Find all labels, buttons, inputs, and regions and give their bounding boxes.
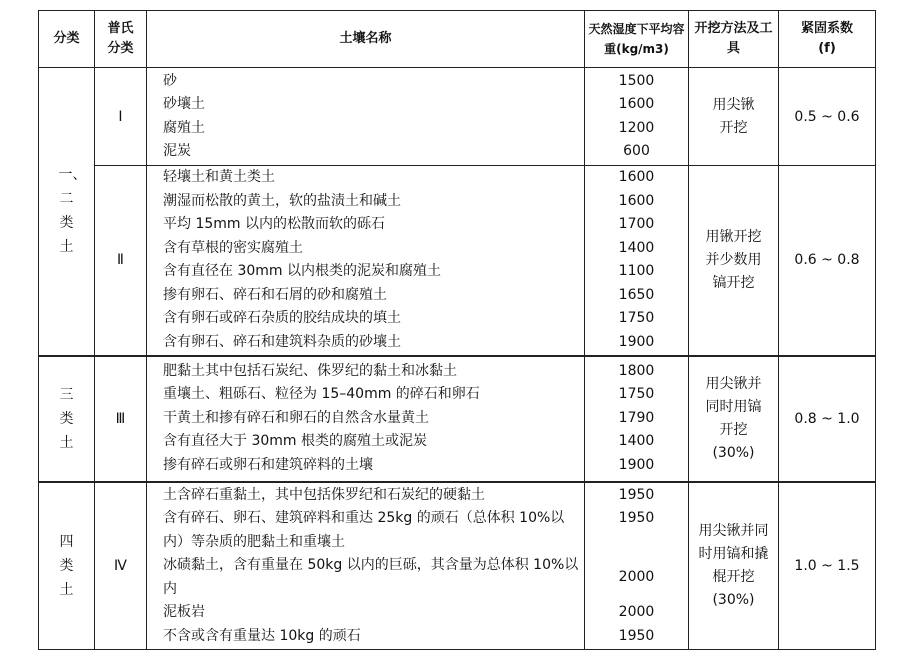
- grade-cell: Ⅳ: [95, 482, 147, 650]
- density-value: 1790: [618, 409, 655, 426]
- soil-name: 砂壤土: [163, 96, 205, 112]
- soil-name: 含有草根的密实腐殖土: [163, 239, 303, 256]
- soil-name: 腐殖土: [163, 119, 205, 136]
- soil-name: 含有直径在 30mm 以内根类的泥炭和腐殖土: [163, 263, 441, 280]
- grade-cell: Ⅲ: [95, 356, 147, 482]
- density-value: 1950: [618, 510, 655, 526]
- density-cell: [585, 356, 689, 482]
- grade-cell: Ⅱ: [95, 166, 147, 356]
- density-value: 1400: [618, 433, 655, 450]
- category-cell: 四类土: [39, 482, 95, 650]
- soil-classification-table: [38, 10, 876, 650]
- soil-name: 含有卵石或碎石杂质的胶结成块的填土: [163, 310, 401, 327]
- header-method: 开挖方法及工具: [689, 11, 779, 68]
- density-value: 1500: [618, 72, 655, 89]
- density-value: 1100: [618, 263, 655, 280]
- density-value: 1750: [618, 386, 655, 403]
- soil-name: 掺有卵石、碎石和石屑的砂和腐殖土: [163, 286, 387, 303]
- density-value: 1600: [618, 169, 655, 186]
- density-value: 1950: [618, 627, 655, 644]
- header-soil-name: 土壤名称: [147, 11, 585, 68]
- category-cell: 一、二类土: [39, 68, 95, 356]
- category-cell: 三类土: [39, 356, 95, 482]
- density-value: 1950: [618, 486, 655, 503]
- density-cell: [585, 482, 689, 650]
- soil-name: 泥炭: [163, 143, 191, 159]
- density-value: 600: [623, 143, 650, 159]
- soil-name: 含有碎石、卵石、建筑碎料和重达 25kg 的顽石（总体积 10%以内）等杂质的肥黏土和重壤土: [163, 510, 565, 550]
- header-category: 分类: [39, 11, 95, 68]
- density-value: 1900: [618, 456, 655, 473]
- density-value: 1400: [618, 239, 655, 256]
- soil-names-cell: [147, 356, 585, 482]
- soil-names-cell: [147, 68, 585, 166]
- table-row: [39, 356, 876, 482]
- soil-name: 含有卵石、碎石和建筑料杂质的砂壤土: [163, 333, 401, 350]
- method-cell: 用尖锹并同时用镐开挖(30%): [689, 356, 779, 482]
- soil-name: 冰碛黏土，含有重量在 50kg 以内的巨砾，其含量为总体积 10%以内: [163, 557, 579, 597]
- coefficient-cell: 0.8 ~ 1.0: [779, 356, 876, 482]
- coefficient-cell: 1.0 ~ 1.5: [779, 482, 876, 650]
- header-coefficient: 紧固系数(f): [779, 11, 876, 68]
- density-value: 1700: [618, 216, 655, 233]
- table-row: [39, 166, 876, 356]
- coefficient-cell: 0.6 ~ 0.8: [779, 166, 876, 356]
- soil-name: 潮湿而松散的黄土，软的盐渍土和碱土: [163, 192, 401, 209]
- soil-name: 砂: [163, 72, 177, 89]
- density-value: 1650: [618, 286, 655, 303]
- soil-names-cell: [147, 166, 585, 356]
- density-value: 2000: [618, 569, 655, 585]
- soil-names-cell: [147, 482, 585, 650]
- soil-name: 土含碎石重黏土，其中包括侏罗纪和石炭纪的硬黏土: [163, 486, 485, 503]
- density-cell: [585, 166, 689, 356]
- soil-name: 掺有碎石或卵石和建筑碎料的土壤: [163, 456, 373, 473]
- grade-cell: Ⅰ: [95, 68, 147, 166]
- density-value: 1600: [618, 96, 655, 112]
- header-general-class: 普氏分类: [95, 11, 147, 68]
- method-cell: 用尖锹并同时用镐和撬棍开挖(30%): [689, 482, 779, 650]
- density-value: 1800: [618, 362, 655, 379]
- density-value: 1200: [618, 119, 655, 136]
- soil-name: 泥板岩: [163, 604, 205, 620]
- table-row: [39, 482, 876, 650]
- header-row: [39, 11, 876, 68]
- soil-name: 平均 15mm 以内的松散而软的砾石: [163, 216, 385, 233]
- soil-name: 不含或含有重量达 10kg 的顽石: [163, 627, 361, 644]
- density-value: 1900: [618, 333, 655, 350]
- table-row: [39, 68, 876, 166]
- soil-name: 轻壤土和黄土类土: [163, 169, 275, 186]
- method-cell: 用锹开挖并少数用镐开挖: [689, 166, 779, 356]
- density-cell: [585, 68, 689, 166]
- soil-name: 含有直径大于 30mm 根类的腐殖土或泥炭: [163, 433, 427, 450]
- method-cell: 用尖锹开挖: [689, 68, 779, 166]
- header-density: 天然湿度下平均容重(kg/m3): [585, 11, 689, 68]
- soil-name: 重壤土、粗砾石、粒径为 15–40mm 的碎石和卵石: [163, 386, 480, 403]
- coefficient-cell: 0.5 ~ 0.6: [779, 68, 876, 166]
- density-value: 1600: [618, 192, 655, 209]
- density-value: 1750: [618, 310, 655, 327]
- density-value: 2000: [618, 604, 655, 620]
- soil-name: 干黄土和掺有碎石和卵石的自然含水量黄土: [163, 409, 429, 426]
- soil-name: 肥黏土其中包括石炭纪、侏罗纪的黏土和冰黏土: [163, 362, 457, 379]
